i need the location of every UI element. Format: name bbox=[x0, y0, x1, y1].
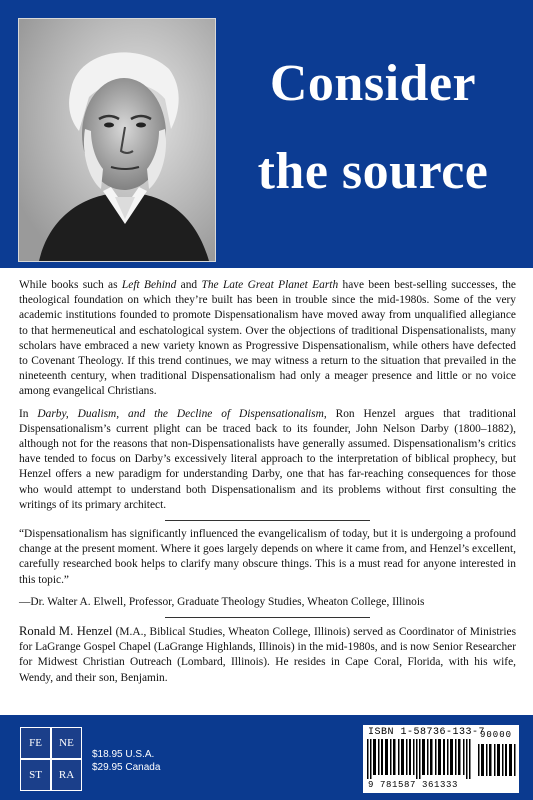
ean-digits: 9 781587 361333 bbox=[368, 780, 459, 790]
headline-line-1: Consider bbox=[269, 55, 477, 112]
author-bio-text: (M.A., Biblical Studies, Wheaton College, Illinois) served as Coordinator of Ministries for LaGrange Gospel Chapel (LaGrange Highlands, Illinois) in the mid-1980s, and is now Senior Researcher for Midwest Christian Outreach (Lombard, Illinois). He resides in Cape Coral, Florida, with his wife, Wendy, and their son, Benjamin. bbox=[19, 626, 517, 684]
price-usa: $18.95 U.S.A. bbox=[92, 749, 155, 760]
logo-cell-ne: NE bbox=[52, 728, 81, 758]
description-text bbox=[19, 278, 516, 693]
text-run: have been best-selling successes, the theological foundation on which they’re built has been in trouble since the mid-1980s. Some of the very academic institutions founded to promote Dispensationalism have moved away from unqualified allegiance to that hermeneutical and eschatological system. Over the objections of traditional Dispensationalists, many scholars have embraced a new variety known as Progressive Dispensationalism, while others have defected to Covenant Theology. If this trend continues, we may witness a return to the situation that prevailed in the nineteenth century, when traditional Dispensationalism had only a meager presence and little or no voice among evangelical Christians. bbox=[19, 279, 516, 398]
author-bio bbox=[19, 624, 516, 686]
price-barcode bbox=[478, 744, 516, 776]
author-portrait bbox=[18, 18, 216, 262]
portrait-image bbox=[19, 19, 215, 261]
text-run: and bbox=[176, 279, 202, 291]
text-run: , Ron Henzel argues that traditional Dispensationalism’s current plight can be traced back to its founder, John Nelson Darby (1800–1882), although not for the reasons that non-Dispensationalists have generally assumed. Dispensationalism’s critics have tended to focus on Darby’s excessively literal approach to the interpretation of biblical prophecy, but Henzel offers a new paradigm for understanding Darby, one that has far-reaching consequences for those who would attempt to understand both Dispensationalism and its problems without first consulting the writings of its primary architect. bbox=[19, 407, 516, 511]
book-title-late-great-planet-earth: The Late Great Planet Earth bbox=[201, 279, 339, 291]
logo-cell-st: ST bbox=[21, 760, 50, 790]
text-run: In bbox=[19, 407, 38, 420]
logo-cell-fe: FE bbox=[21, 728, 50, 758]
divider bbox=[165, 617, 370, 618]
paragraph-1 bbox=[19, 278, 516, 400]
price-code: 90000 bbox=[480, 730, 513, 740]
ean-barcode bbox=[367, 739, 472, 779]
endorsement-attribution: —Dr. Walter A. Elwell, Professor, Graduate Theology Studies, Wheaton College, Illinois bbox=[19, 595, 425, 608]
endorsement-quote: “Dispensationalism has significantly influenced the evangelicalism of today, but it is undergoing a profound change at the present moment. Where it goes largely depends on where it came from, and Henzel’s excellent, carefully researched book helps to clarify many obscure things. This is a must read for anyone interested in this topic.” bbox=[19, 528, 516, 586]
price-canada: $29.95 Canada bbox=[92, 762, 161, 773]
book-title-left-behind: Left Behind bbox=[121, 279, 177, 291]
cover-headline bbox=[228, 40, 518, 216]
paragraph-2 bbox=[19, 407, 516, 513]
publisher-logo bbox=[20, 727, 82, 791]
isbn-label: ISBN 1-58736-133-7 bbox=[368, 727, 486, 738]
divider bbox=[165, 520, 370, 521]
headline-line-2: the source bbox=[257, 143, 489, 200]
logo-cell-ra: RA bbox=[52, 760, 81, 790]
author-name: Ronald M. Henzel bbox=[19, 624, 113, 639]
book-title: Darby, Dualism, and the Decline of Dispensationalism bbox=[37, 407, 324, 420]
text-run: While books such as bbox=[19, 279, 122, 291]
price-block bbox=[92, 748, 160, 774]
